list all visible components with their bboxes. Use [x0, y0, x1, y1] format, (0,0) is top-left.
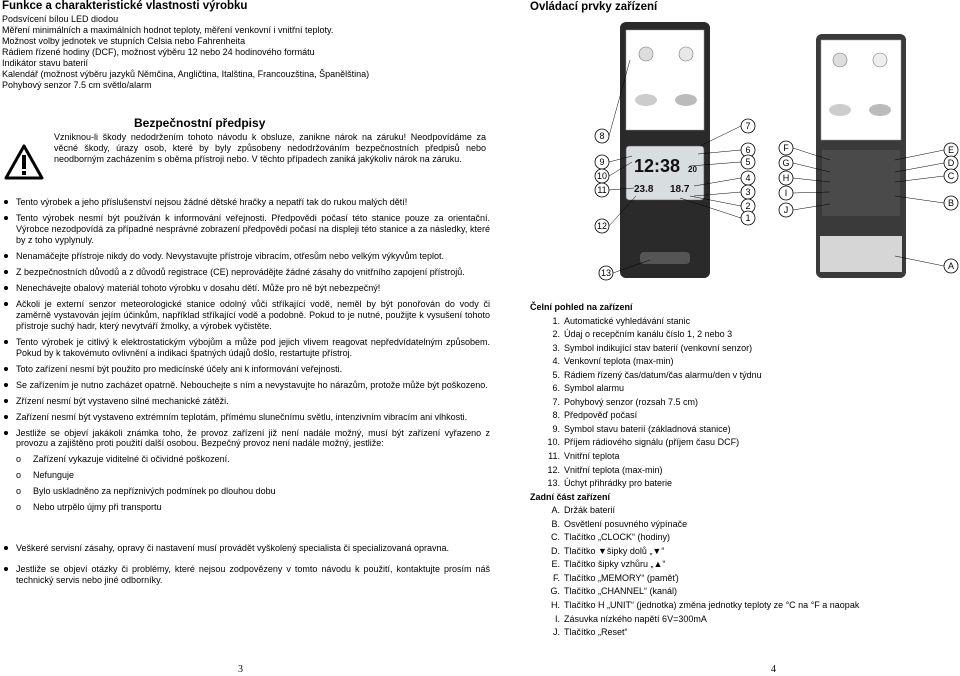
legend-text: Symbol stavu baterií (základnová stanice)	[564, 423, 731, 434]
svg-text:10: 10	[596, 171, 608, 181]
legend-letter: I.	[554, 613, 560, 624]
callout-12	[595, 219, 609, 233]
feature-item: Možnost volby jednotek ve stupních Celsia nebo Fahrenheita	[2, 35, 246, 46]
callout-J	[779, 203, 793, 217]
svg-text:6: 6	[745, 145, 751, 155]
callout-1	[741, 211, 755, 225]
sub-marker: o	[16, 470, 22, 481]
legend-letter: H.	[551, 600, 560, 611]
page-number-left: 3	[238, 664, 243, 675]
callout-H	[779, 171, 793, 185]
features-title: Funkce a charakteristické vlastnosti výrobku	[2, 0, 248, 12]
front-device	[620, 22, 710, 278]
controls-legend	[530, 302, 859, 641]
final-bullet-list	[2, 543, 490, 591]
legend-text: Osvětlení posuvného výpínače	[564, 518, 688, 529]
display-temp-out: 18.7	[670, 184, 690, 195]
legend-number: 6.	[552, 383, 560, 394]
display-temp-in: 23.8	[634, 184, 654, 195]
legend-number: 8.	[552, 410, 560, 421]
sub-list-item	[2, 486, 490, 497]
left-page	[2, 0, 490, 585]
list-item: Tento výrobek nesmí být používán k informování veřejnosti. Předpovědi počasí této stanice pouze za orientační. Výrobce nezodpovídá za případné nesprávné zobrazení předpovědi počasí na displeji této stanice a za následky, které by z toho vyplynuly.	[2, 213, 490, 246]
list-item: Nenechávejte obalový materiál tohoto výrobku v dosahu dětí. Může pro ně být nebezpečný!	[2, 283, 490, 294]
warning-triangle-icon	[4, 144, 44, 180]
legend-text: Symbol indikující stav baterií (venkovní senzor)	[564, 342, 753, 353]
legend-text: Vnitřní teplota	[564, 451, 620, 462]
legend-text: Pohybový senzor (rozsah 7.5 cm)	[564, 396, 699, 407]
legend-letter: A.	[551, 505, 560, 516]
callout-8	[595, 129, 609, 143]
legend-text: Úchyt přihrádky pro baterie	[564, 478, 673, 489]
legend-item	[530, 614, 859, 628]
legend-letter: E.	[551, 559, 560, 570]
legend-item	[530, 519, 859, 533]
svg-text:1: 1	[745, 213, 751, 223]
legend-item	[530, 465, 859, 479]
legend-item	[530, 370, 859, 384]
svg-text:C: C	[947, 171, 955, 181]
safety-title: Bezpečnostní předpisy	[134, 116, 266, 130]
legend-item	[530, 343, 859, 357]
legend-item	[530, 586, 859, 600]
list-item: Tento výrobek je citlivý k elektrostatickým výbojům a může pod jejich vlivem reagovat nepředvídatelným způsobem. Pokud by k takovémuto ovlivnění a indikaci špatných údajů došlo, restartujte přístroj.	[2, 337, 490, 359]
legend-text: Tlačítko ▼šipky dolů „▼“	[564, 545, 665, 556]
legend-number: 7.	[552, 396, 560, 407]
controls-title: Ovládací prvky zařízení	[530, 1, 658, 13]
legend-letter: B.	[551, 518, 560, 529]
list-item: Zařízení nesmí být vystaveno extrémním teplotám, přímému slunečnímu světlu, intenzivním vibracím ani vlhkosti.	[2, 412, 490, 423]
svg-text:A: A	[947, 261, 955, 271]
legend-text: Tlačítko „Reset“	[564, 627, 628, 638]
legend-text: Symbol alarmu	[564, 383, 625, 394]
legend-number: 13.	[547, 478, 560, 489]
callout-10	[595, 169, 609, 183]
sub-list-item	[2, 454, 490, 465]
callout-I	[779, 186, 793, 200]
callout-E	[944, 143, 958, 157]
svg-text:12: 12	[596, 221, 608, 231]
callout-11	[595, 183, 609, 197]
sub-item-text: Bylo uskladněno za nepříznivých podmínek po dlouhou dobu	[33, 486, 276, 497]
legend-text: Předpověď počasí	[564, 410, 638, 421]
svg-text:13: 13	[600, 268, 612, 278]
back-device	[816, 34, 906, 278]
sub-marker: o	[16, 486, 22, 497]
legend-text: Venkovní teplota (max-min)	[564, 356, 674, 367]
callout-5	[741, 155, 755, 169]
feature-item: Pohybový senzor 7.5 cm světlo/alarm	[2, 79, 152, 90]
legend-number: 10.	[547, 437, 560, 448]
legend-letter: J.	[552, 627, 560, 638]
feature-item: Podsvícení bílou LED diodou	[2, 13, 119, 24]
sub-list-item	[2, 470, 490, 481]
legend-text: Automatické vyhledávání stanic	[564, 315, 691, 326]
callout-9	[595, 155, 609, 169]
display-seconds: 20	[688, 165, 697, 174]
device-diagram	[590, 20, 960, 296]
legend-item	[530, 397, 859, 411]
legend-item	[530, 316, 859, 330]
list-item: Tento výrobek a jeho příslušenství nejsou žádné dětské hračky a nepatří tak do rukou malých dětí!	[2, 197, 490, 208]
legend-item	[530, 573, 859, 587]
callout-7	[741, 119, 755, 133]
legend-number: 1.	[552, 315, 560, 326]
legend-number: 11.	[548, 451, 560, 462]
legend-number: 3.	[552, 342, 560, 353]
legend-text: Vnitřní teplota (max-min)	[564, 464, 663, 475]
right-page	[530, 0, 958, 674]
legend-number: 4.	[552, 356, 560, 367]
legend-text: Rádiem řízený čas/datum/čas alarmu/den v týdnu	[564, 369, 762, 380]
front-view-title: Čelní pohled na zařízení	[530, 302, 633, 312]
callout-13	[599, 266, 613, 280]
callout-B	[944, 196, 958, 210]
svg-text:E: E	[947, 145, 955, 155]
legend-text: Tlačítko „MEMORY“ (paměť)	[564, 572, 679, 583]
feature-item: Měření minimálních a maximálních hodnot teploty, měření venkovní i vnitřní teploty.	[2, 24, 334, 35]
callout-C	[944, 169, 958, 183]
svg-text:G: G	[782, 158, 790, 168]
legend-item	[530, 600, 859, 614]
svg-text:F: F	[783, 143, 789, 153]
svg-text:I: I	[784, 188, 788, 198]
list-item: Ačkoli je externí senzor meteorologické stanice odolný vůči stříkající vodě, neměl by být ponořován do vody či zaměrně vystavován jejím účinkům, například stříkající vodě a podobně. Pokud to je nutné, použijte k vysušení tohoto přístroje suchý hadr, který nevytváří žmolky, a výrobek vyčistěte.	[2, 299, 490, 332]
svg-text:2: 2	[745, 201, 751, 211]
svg-text:5: 5	[745, 157, 751, 167]
svg-text:3: 3	[745, 187, 751, 197]
legend-letter: C.	[551, 532, 560, 543]
svg-text:9: 9	[599, 157, 605, 167]
list-item: Se zařízením je nutno zacházet opatrně. Nebouchejte s ním a nevystavujte ho nárazům, protože může být poškozeno.	[2, 380, 490, 391]
sub-list-item	[2, 502, 490, 513]
legend-text: Tlačítko „CHANNEL“ (kanál)	[564, 586, 678, 597]
sub-item-text: Nebo utrpělo újmy při transportu	[33, 502, 162, 513]
svg-text:7: 7	[745, 121, 751, 131]
callout-G	[779, 156, 793, 170]
sub-item-text: Zařízení vykazuje viditelné či očividné poškození.	[33, 454, 230, 465]
back-view-title: Zadní část zařízení	[530, 491, 611, 502]
callout-D	[944, 156, 958, 170]
legend-number: 5.	[552, 369, 560, 380]
list-item: Nenamáčejte přístroje nikdy do vody. Nevystavujte přístroje vibracím, otřesům nebo velkým výkyvům teplot.	[2, 251, 490, 262]
sub-marker: o	[16, 502, 22, 513]
list-item: Z bezpečnostních důvodů a z důvodů registrace (CE) neprovádějte žádné zásahy do vnitřního zapojení přístrojů.	[2, 267, 490, 278]
legend-text: Tlačítko „CLOCK“ (hodiny)	[564, 532, 671, 543]
legend-number: 12.	[547, 464, 560, 475]
legend-number: 9.	[552, 423, 560, 434]
features-list	[2, 14, 490, 91]
legend-number: 2.	[552, 329, 560, 340]
page-number-right: 4	[771, 664, 776, 675]
legend-item	[530, 505, 859, 519]
sub-marker: o	[16, 454, 22, 465]
list-item: Zřízení nesmí být vystaveno silné mechanické zátěži.	[2, 396, 490, 407]
svg-text:B: B	[947, 198, 955, 208]
legend-item	[530, 546, 859, 560]
sub-item-text: Nefunguje	[33, 470, 75, 481]
legend-text: Příjem rádiového signálu (příjem času DCF)	[564, 437, 740, 448]
legend-letter: D.	[551, 545, 560, 556]
legend-item	[530, 329, 859, 343]
legend-item	[530, 437, 859, 451]
svg-text:11: 11	[597, 185, 607, 195]
callout-4	[741, 171, 755, 185]
feature-item: Kalendář (možnost výběru jazyků Němčina, Angličtina, Italština, Francouzština, Španělština)	[2, 68, 370, 79]
legend-item	[530, 559, 859, 573]
list-item: Veškeré servisní zásahy, opravy či nastavení musí provádět vyškolený specialista či specializovaná opravna.	[2, 543, 490, 554]
legend-item	[530, 410, 859, 424]
legend-item	[530, 356, 859, 370]
feature-item: Rádiem řízené hodiny (DCF), možnost výběru 12 nebo 24 hodinového formátu	[2, 46, 315, 57]
safety-bullet-list	[2, 197, 490, 518]
warning-text: Vzniknou-li škody nedodržením tohoto návodu k obsluze, zanikne nárok na záruku! Neodpovídáme za věcné škody, úrazy osob, které by byly způsobeny nedodržováním bezpečnostních předpisů nebo neodborným zacházením s oběma přístroji nebo. V těchto případech zaniká jakýkoliv nárok na záruku.	[54, 132, 486, 164]
legend-item	[530, 424, 859, 438]
display-time: 12:38	[634, 156, 681, 176]
svg-text:8: 8	[599, 131, 605, 141]
legend-text: Tlačítko H „UNIT“ (jednotka) změna jednotky teploty ze °C na °F a naopak	[564, 600, 860, 611]
list-item: Jestliže se objeví otázky či problémy, které nejsou zodpovězeny v tomto návodu k použití, kontaktujte prosím náš technický servis nebo jiné odborníky.	[2, 564, 490, 586]
legend-item	[530, 532, 859, 546]
legend-letter: G.	[550, 586, 560, 597]
svg-text:H: H	[782, 173, 790, 183]
legend-item	[530, 383, 859, 397]
legend-text: Držák baterií	[564, 505, 616, 516]
svg-text:J: J	[783, 205, 789, 215]
list-item: Toto zařízení nesmí být použito pro medicínské účely ani k informování veřejnosti.	[2, 364, 490, 375]
callout-A	[944, 259, 958, 273]
legend-text: Tlačítko šipky vzhůru „▲“	[564, 559, 666, 570]
legend-letter: F.	[552, 572, 560, 583]
legend-item	[530, 478, 859, 492]
feature-item: Indikátor stavu baterií	[2, 57, 89, 68]
svg-text:4: 4	[745, 173, 751, 183]
callout-3	[741, 185, 755, 199]
legend-text: Údaj o recepčním kanálu číslo 1, 2 nebo 3	[564, 329, 733, 340]
legend-item	[530, 451, 859, 465]
legend-item	[530, 627, 859, 641]
svg-text:D: D	[947, 158, 955, 168]
legend-text: Zásuvka nízkého napětí 6V=300mA	[564, 613, 707, 624]
list-item: Jestliže se objeví jakákoli známka toho, že provoz zařízení již není nadále možný, musí být zařízení vyřazeno z provozu a zajištěno proti použití další osobou. Bezpečný provoz není nadále možný, jestliže:	[2, 428, 490, 450]
callout-F	[779, 141, 793, 155]
